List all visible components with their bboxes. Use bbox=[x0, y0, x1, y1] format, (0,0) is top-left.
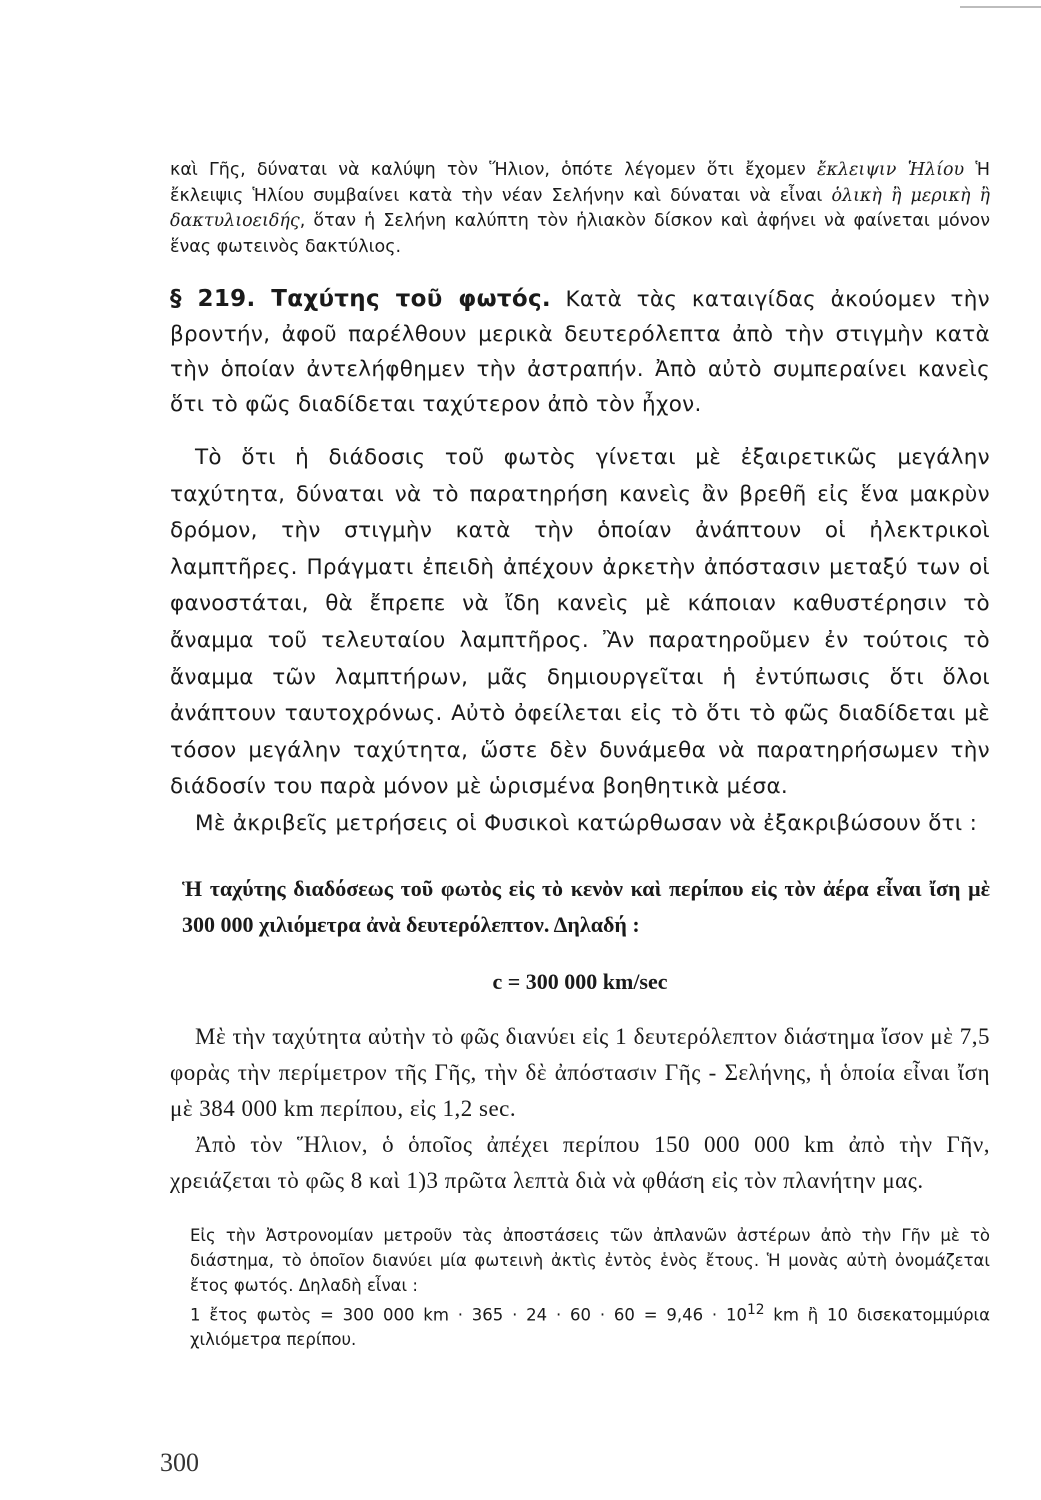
intro-text-2: Ἡ ἔκλειψις Ἡλίου συμβαίνει κατὰ τὴν νέαν Σελήνην καὶ δύναται νὰ εἶναι bbox=[170, 160, 990, 206]
page-content bbox=[170, 158, 990, 1352]
footnote bbox=[170, 1223, 990, 1353]
intro-paragraph bbox=[170, 158, 990, 260]
intro-text-3: , ὅταν ἡ Σελήνη καλύπτη τὸν ἡλιακὸν δίσκον καὶ ἀφήνει νὰ φαίνεται μόνον ἕνας φωτεινὸς δακτύλιος. bbox=[170, 211, 990, 257]
body-paragraph-2: Μὲ ἀκριβεῖς μετρήσεις οἱ Φυσικοὶ κατώρθωσαν νὰ ἐξακριβώσουν ὅτι : bbox=[195, 810, 978, 836]
intro-emphasis-2: ὁλικὴ ἢ μερικὴ ἢ δακτυλιοειδής bbox=[170, 185, 991, 231]
footnote-text: Εἰς τὴν Ἀστρονομίαν μετροῦν τὰς ἀποστάσεις τῶν ἀπλανῶν ἀστέρων ἀπὸ τὴν Γῆν μὲ τὸ διάστημα, τὸ ὁποῖον διανύει μία φωτεινὴ ἀκτὶς ἐντὸς ἑνὸς ἔτους. Ἡ μονὰς αὐτὴ ὀνομάζεται ἔτος φωτός. Δηλαδὴ εἶναι : bbox=[190, 1225, 990, 1295]
footnote-equation-end: km ἢ 10 δισεκατομμύρια χιλιόμετρα περίπου. bbox=[190, 1305, 990, 1350]
bold-statement: Ἡ ταχύτης διαδόσεως τοῦ φωτὸς εἰς τὸ κενὸν καὶ περίπου εἰς τὸν ἀέρα εἶναι ἴση μὲ 300 000 χιλιόμετρα ἀνὰ δευτερόλεπτον. Δηλαδή : bbox=[182, 875, 990, 937]
section-text: Κατὰ τὰς καταιγίδας ἀκούομεν τὴν βροντήν, ἀφοῦ παρέλθουν μερικὰ δευτερόλεπτα ἀπὸ τὴν στιγμὴν κατὰ τὴν ὁποίαν ἀντελήφθημεν τὴν ἀστραπήν. Ἀπὸ αὐτὸ συμπεραίνει κανεὶς ὅτι τὸ φῶς διαδίδεται ταχύτερον ἀπὸ τὸν ἦχον. bbox=[170, 287, 990, 417]
top-edge-rule bbox=[960, 6, 1041, 8]
body-paragraph-3: Μὲ τὴν ταχύτητα αὐτὴν τὸ φῶς διανύει εἰς 1 δευτερόλεπτον διάστημα ἴσον μὲ 7,5 φορὰς τὴν περίμετρον τῆς Γῆς, τὴν δὲ ἀπόστασιν Γῆς - Σελήνης, ἡ ὁποία εἶναι ἴση μὲ 384 000 km περίπου, εἰς 1,2 sec. bbox=[170, 1023, 990, 1121]
footnote-equation-start: 1 ἔτος φωτὸς = 300 000 km · 365 · 24 · 60 · 60 = 9,46 · 10 bbox=[190, 1305, 747, 1325]
section-219 bbox=[170, 282, 990, 422]
intro-emphasis-1: ἔκλειψιν Ἡλίου bbox=[817, 160, 965, 180]
footnote-exponent: 12 bbox=[746, 1301, 765, 1318]
page-number: 300 bbox=[160, 1448, 199, 1477]
body-paragraph-4: Ἀπὸ τὸν Ἥλιον, ὁ ὁποῖος ἀπέχει περίπου 150 000 000 km ἀπὸ τὴν Γῆν, χρειάζεται τὸ φῶς 8 καὶ 1)3 πρῶτα λεπτὰ διὰ νὰ φθάση εἰς τὸν πλανήτην μας. bbox=[170, 1131, 990, 1193]
speed-formula: c = 300 000 km/sec bbox=[492, 968, 668, 994]
section-heading: § 219. Ταχύτης τοῦ φωτός. bbox=[170, 286, 551, 312]
body-paragraph-1: Τὸ ὅτι ἡ διάδοσις τοῦ φωτὸς γίνεται μὲ ἐξαιρετικῶς μεγάλην ταχύτητα, δύναται νὰ τὸ παρατηρήση κανεὶς ἂν βρεθῆ εἰς ἕνα μακρὺν δρόμον, τὴν στιγμὴν κατὰ τὴν ὁποίαν ἀνάπτουν οἱ ἠλεκτρικοὶ λαμπτῆρες. Πράγματι ἐπειδὴ ἀπέχουν ἀρκετὴν ἀπόστασιν μεταξύ των οἱ φανοστάται, θὰ ἔπρεπε νὰ ἴδη κανεὶς μὲ κάποιαν καθυστέρησιν τὸ ἄναμμα τοῦ τελευταίου λαμπτῆρος. Ἂν παρατηροῦμεν ἐν τούτοις τὸ ἄναμμα τῶν λαμπτήρων, μᾶς δημιουργεῖται ἡ ἐντύπωσις ὅτι ὅλοι ἀνάπτουν ταυτοχρόνως. Αὐτὸ ὀφείλεται εἰς τὸ ὅτι τὸ φῶς διαδίδεται μὲ τόσον μεγάλην ταχύτητα, ὥστε δὲν δυνάμεθα νὰ παρατηρήσωμεν τὴν διάδοσίν του παρὰ μόνον μὲ ὡρισμένα βοηθητικὰ μέσα. bbox=[170, 445, 990, 800]
intro-text-1: καὶ Γῆς, δύναται νὰ καλύψη τὸν Ἥλιον, ὁπότε λέγομεν ὅτι ἔχομεν bbox=[170, 160, 817, 180]
